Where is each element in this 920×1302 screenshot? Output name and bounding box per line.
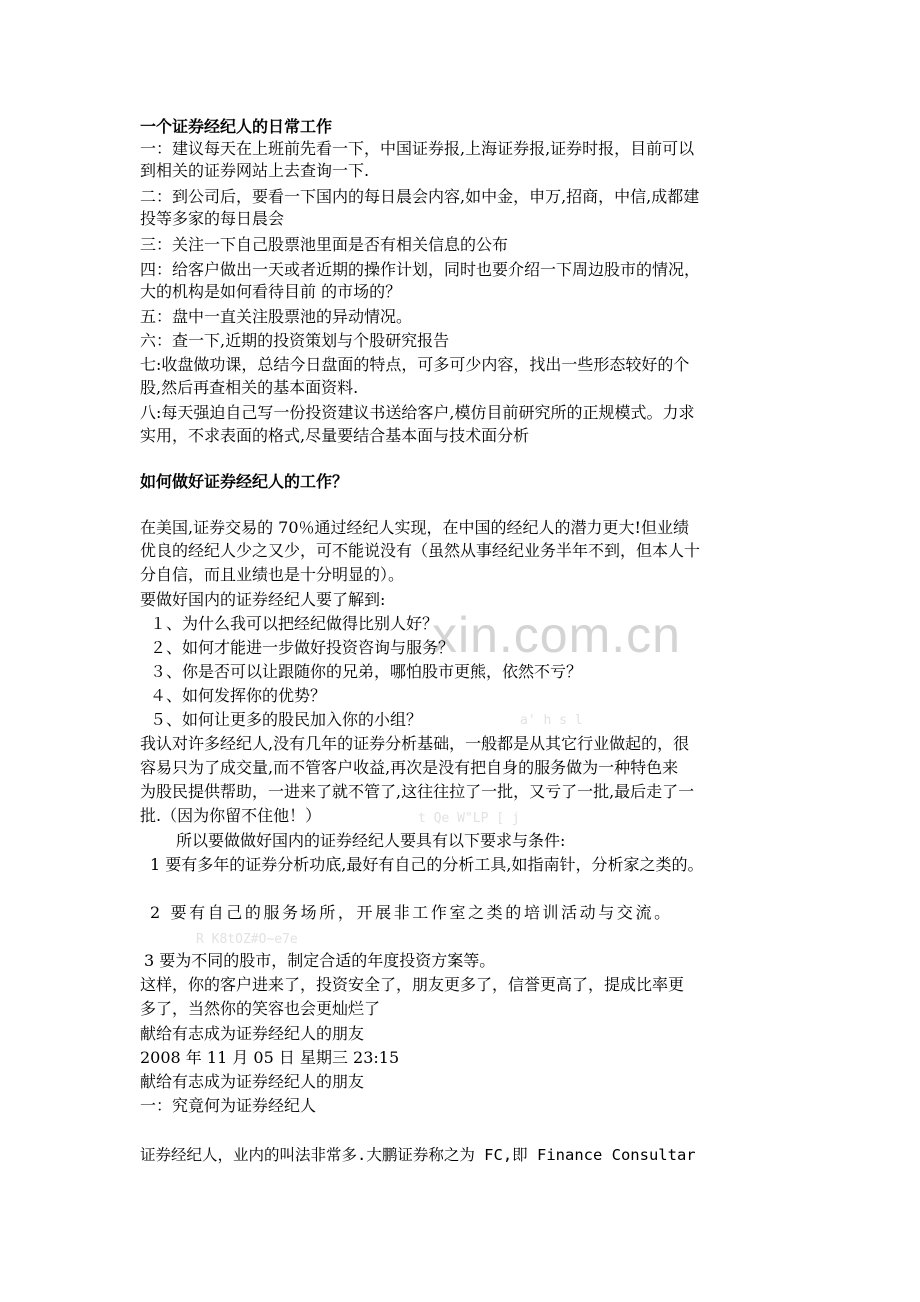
section1-line: 五：盘中一直关注股票池的异动情况。 <box>140 307 413 326</box>
section1-line: 八:每天强迫自己写一份投资建议书送给客户,模仿目前研究所的正规模式。力求 <box>140 403 695 422</box>
requirement-item: 2 要有自己的服务场所，开展非工作室之类的培训活动与交流。 <box>150 903 673 922</box>
watermark: xin.com.cn <box>432 607 681 663</box>
analysis-line: 容易只为了成交量,而不管客户收益,再次是没有把自身的服务做为一种特色来 <box>140 758 679 777</box>
section2-intro-line: 分自信，而且业绩也是十分明显的）。 <box>140 565 405 584</box>
section2-intro-line: 在美国,证券交易的 70％通过经纪人实现，在中国的经纪人的潜力更大!但业绩 <box>140 518 689 537</box>
section2-lead: 要做好国内的证券经纪人要了解到: <box>140 590 386 609</box>
section1-line: 七:收盘做功课，总结今日盘面的特点，可多可少内容，找出一些形态较好的个 <box>140 355 690 374</box>
question-item: ４、如何发挥你的优势？ <box>150 686 327 705</box>
analysis-line: 批.（因为你留不住他！） <box>140 806 322 825</box>
section1-line: 实用，不求表面的格式,尽量要结合基本面与技术面分析 <box>140 426 530 445</box>
section1-line: 大的机构是如何看待目前 的市场的？ <box>140 282 402 301</box>
ghost-text: a' h s l <box>520 713 583 728</box>
section3-subheading: 一：究竟何为证券经纪人 <box>140 1096 317 1115</box>
requirements-lead: 所以要做做好国内的证券经纪人要具有以下要求与条件: <box>176 831 566 850</box>
section1-line: 投等多家的每日晨会 <box>140 209 285 228</box>
section2-intro-line: 优良的经纪人少之又少，可不能说没有（虽然从事经纪业务半年不到，但本人十 <box>140 541 701 560</box>
section1-line: 到相关的证券网站上去查询一下. <box>140 161 370 180</box>
section3-heading: 献给有志成为证券经纪人的朋友 <box>140 1024 365 1043</box>
analysis-line: 为股民提供帮助，一进来了就不管了,这往往拉了一批，又亏了一批,最后走了一 <box>140 782 695 801</box>
section1-line: 三：关注一下自己股票池里面是否有相关信息的公布 <box>140 235 509 254</box>
section1-title: 一个证券经纪人的日常工作 <box>140 117 333 136</box>
section1-line: 股,然后再查相关的基本面资料. <box>140 378 359 397</box>
section1-line: 二：到公司后，要看一下国内的每日晨会内容,如中金，申万,招商，中信,成都建 <box>140 187 700 206</box>
requirement-item: 3 要为不同的股市，制定合适的年度投资方案等。 <box>144 951 496 970</box>
section2-title: 如何做好证券经纪人的工作？ <box>140 472 349 491</box>
question-item: ３、你是否可以让跟随你的兄弟，哪怕股市更熊，依然不亏？ <box>150 662 583 681</box>
ghost-text: R K8tOZ#O~e7e <box>196 932 298 947</box>
ghost-text: t Qe W"LP [ j <box>418 811 520 826</box>
section1-line: 一：建议每天在上班前先看一下，中国证券报,上海证券报,证券时报，目前可以 <box>140 139 695 158</box>
question-item: １、为什么我可以把经纪做得比别人好？ <box>150 614 439 633</box>
post-date: 2008 年 11 月 05 日 星期三 23:15 <box>140 1048 400 1067</box>
question-item: ５、如何让更多的股民加入你的小组？ <box>150 710 423 729</box>
section1-line: 四：给客户做出一天或者近期的操作计划，同时也要介绍一下周边股市的情况， <box>140 260 701 279</box>
section1-line: 六：查一下,近期的投资策划与个股研究报告 <box>140 331 450 350</box>
section3-body-line: 证券经纪人，业内的叫法非常多.大鹏证券称之为 FC,即 Finance Consultar <box>140 1146 696 1164</box>
section3-heading: 献给有志成为证券经纪人的朋友 <box>140 1072 365 1091</box>
question-item: ２、如何才能进一步做好投资咨询与服务？ <box>150 638 455 657</box>
closing-line: 多了，当然你的笑容也会更灿烂了 <box>140 999 381 1018</box>
analysis-line: 我认对许多经纪人,没有几年的证券分析基础，一般都是从其它行业做起的，很 <box>140 734 690 753</box>
closing-line: 这样，你的客户进来了，投资安全了，朋友更多了，信誉更高了，提成比率更 <box>140 975 685 994</box>
requirement-item: 1 要有多年的证券分析功底,最好有自己的分析工具,如指南针，分析家之类的。 <box>150 855 704 874</box>
